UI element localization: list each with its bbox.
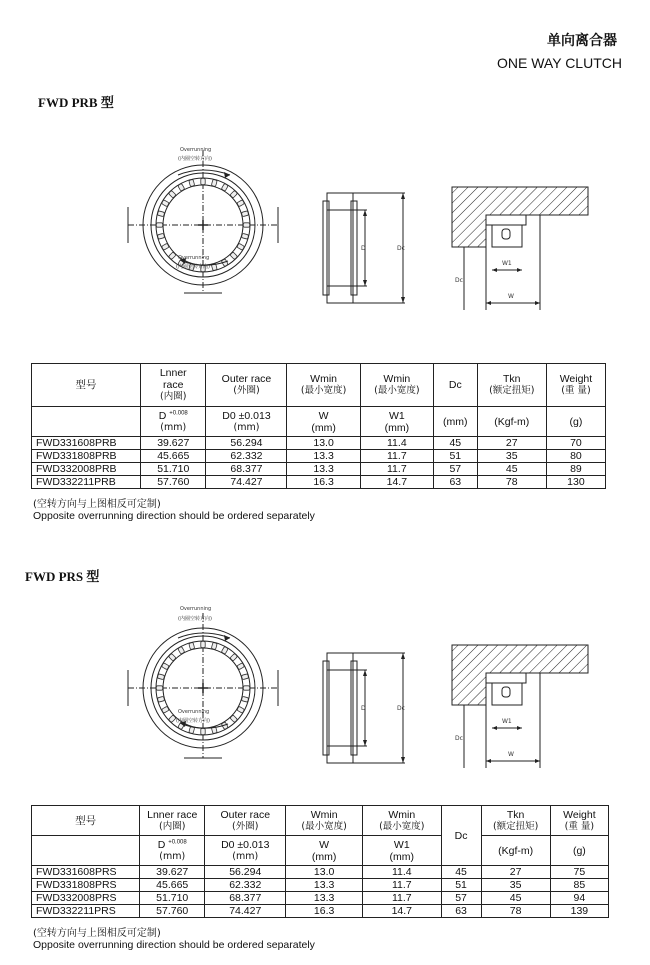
header-title-en: ONE WAY CLUTCH bbox=[497, 55, 622, 71]
table-row bbox=[32, 437, 606, 450]
housing-section-drawing bbox=[450, 643, 590, 773]
table-cell: 14.7 bbox=[360, 476, 433, 489]
table-row bbox=[32, 866, 609, 879]
table-cell: 51.710 bbox=[140, 892, 205, 905]
ring-drawing bbox=[118, 145, 288, 295]
table-cell: 13.3 bbox=[287, 463, 360, 476]
table-cell: 56.294 bbox=[205, 866, 286, 879]
note-en: Opposite overrunning direction should be ordered separately bbox=[33, 510, 315, 522]
unit-weight: (g) bbox=[546, 407, 605, 437]
table-cell: 11.7 bbox=[360, 450, 433, 463]
table-cell: 11.7 bbox=[363, 879, 442, 892]
table-cell: 68.377 bbox=[206, 463, 287, 476]
overrunning-label: Overrunning bbox=[180, 606, 212, 612]
col-header-wmin: Wmin (最小宽度) bbox=[287, 364, 360, 407]
table-cell: 11.7 bbox=[363, 892, 442, 905]
table-cell: 35 bbox=[481, 879, 550, 892]
table-cell: 39.627 bbox=[140, 866, 205, 879]
overrunning-label-cn: (内圈空转方向) bbox=[178, 156, 212, 162]
overrunning-label-cn: (内圈空转方向) bbox=[176, 718, 210, 724]
col-header-tkn: Tkn (额定扭矩) bbox=[477, 364, 546, 407]
note-en: Opposite overrunning direction should be ordered separately bbox=[33, 939, 315, 951]
dim-label-d: D bbox=[361, 705, 366, 712]
unit-w1: W1 (mm) bbox=[360, 407, 433, 437]
dim-label-dc: Dc bbox=[397, 245, 405, 252]
col-header-wmin1: Wmin (最小宽度) bbox=[360, 364, 433, 407]
unit-w1: W1 (mm) bbox=[363, 836, 442, 866]
header-title-cn: 单向离合器 bbox=[547, 33, 617, 49]
spec-table bbox=[31, 363, 606, 489]
table-cell: 94 bbox=[550, 892, 608, 905]
table-cell: 63 bbox=[441, 905, 481, 918]
dim-label-d: D bbox=[361, 245, 366, 252]
table-cell: 89 bbox=[546, 463, 605, 476]
table-row bbox=[32, 463, 606, 476]
table-cell: 27 bbox=[477, 437, 546, 450]
table-cell: 139 bbox=[550, 905, 608, 918]
dim-label-dc: Dc bbox=[397, 705, 405, 712]
table-cell: 11.7 bbox=[360, 463, 433, 476]
table-cell: 45 bbox=[481, 892, 550, 905]
unit-tkn: (Kgf-m) bbox=[477, 407, 546, 437]
table-cell: 13.0 bbox=[286, 866, 363, 879]
side-view-drawing bbox=[305, 645, 415, 770]
unit-tkn: (Kgf-m) bbox=[481, 836, 550, 866]
table-cell: 39.627 bbox=[141, 437, 206, 450]
col-header-inner: Lnner race (内圈) bbox=[140, 806, 205, 836]
dim-label-dc: Dc bbox=[455, 735, 463, 742]
table-row bbox=[32, 892, 609, 905]
table-row bbox=[32, 476, 606, 489]
table-row bbox=[32, 905, 609, 918]
table-cell: 27 bbox=[481, 866, 550, 879]
dim-label-w: W bbox=[508, 751, 514, 758]
table-cell: 62.332 bbox=[205, 879, 286, 892]
dim-label-dc: Dc bbox=[455, 277, 463, 284]
table-cell: 68.377 bbox=[205, 892, 286, 905]
table-cell: 45.665 bbox=[141, 450, 206, 463]
table-row bbox=[32, 450, 606, 463]
table-cell: 16.3 bbox=[287, 476, 360, 489]
col-header-weight: Weight (重 量) bbox=[546, 364, 605, 407]
table-cell: 11.4 bbox=[363, 866, 442, 879]
table-cell: 75 bbox=[550, 866, 608, 879]
section-title: FWD PRS 型 bbox=[25, 569, 100, 584]
table-cell: 13.0 bbox=[287, 437, 360, 450]
table-cell: 78 bbox=[481, 905, 550, 918]
unit-d0: D0 ±0.013 (mm) bbox=[205, 836, 286, 866]
table-cell: 70 bbox=[546, 437, 605, 450]
table-cell: 13.3 bbox=[287, 450, 360, 463]
col-header-wmin: Wmin (最小宽度) bbox=[286, 806, 363, 836]
housing-section-drawing bbox=[450, 185, 590, 315]
part-number-cell: FWD332008PRB bbox=[32, 463, 141, 476]
col-header-outer: Outer race (外圈) bbox=[205, 806, 286, 836]
part-number-cell: FWD332211PRB bbox=[32, 476, 141, 489]
table-cell: 13.3 bbox=[286, 892, 363, 905]
table-cell: 51 bbox=[433, 450, 477, 463]
part-number-cell: FWD331608PRB bbox=[32, 437, 141, 450]
table-cell: 16.3 bbox=[286, 905, 363, 918]
part-number-cell: FWD331808PRS bbox=[32, 879, 140, 892]
part-number-cell: FWD331608PRS bbox=[32, 866, 140, 879]
table-cell: 51.710 bbox=[141, 463, 206, 476]
part-number-cell: FWD332211PRS bbox=[32, 905, 140, 918]
ring-drawing bbox=[118, 603, 288, 763]
table-cell: 57 bbox=[433, 463, 477, 476]
note-cn: (空转方向与上图相反可定制) bbox=[33, 928, 161, 939]
col-header-dc: Dc bbox=[433, 364, 477, 407]
unit-weight: (g) bbox=[550, 836, 608, 866]
part-number-cell: FWD332008PRS bbox=[32, 892, 140, 905]
table-cell: 57.760 bbox=[141, 476, 206, 489]
table-cell: 74.427 bbox=[205, 905, 286, 918]
unit-d0: D0 ±0.013 (mm) bbox=[206, 407, 287, 437]
unit-d: D $^{+0.008}$ (mm) bbox=[140, 836, 205, 866]
table-cell: 80 bbox=[546, 450, 605, 463]
part-number-cell: FWD331808PRB bbox=[32, 450, 141, 463]
col-header-model: 型号 bbox=[32, 806, 140, 836]
overrunning-label: Overrunning bbox=[178, 709, 210, 715]
table-cell: 78 bbox=[477, 476, 546, 489]
col-header-tkn: Tkn (额定扭矩) bbox=[481, 806, 550, 836]
table-cell: 45 bbox=[441, 866, 481, 879]
unit-d: D $^{+0.008}$ (mm) bbox=[141, 407, 206, 437]
dim-label-w1: W1 bbox=[502, 718, 512, 725]
table-cell: 57.760 bbox=[140, 905, 205, 918]
overrunning-label: Overrunning bbox=[178, 255, 210, 261]
table-cell: 85 bbox=[550, 879, 608, 892]
table-cell: 35 bbox=[477, 450, 546, 463]
col-header-dc: Dc bbox=[441, 806, 481, 866]
table-cell: 14.7 bbox=[363, 905, 442, 918]
table-cell: 63 bbox=[433, 476, 477, 489]
table-cell: 130 bbox=[546, 476, 605, 489]
unit-dc: (mm) bbox=[433, 407, 477, 437]
table-cell: 45 bbox=[477, 463, 546, 476]
overrunning-label-cn: (内圈空转方向) bbox=[178, 616, 212, 622]
table-cell: 13.3 bbox=[286, 879, 363, 892]
table-cell: 51 bbox=[441, 879, 481, 892]
dim-label-w: W bbox=[508, 293, 514, 300]
table-cell: 56.294 bbox=[206, 437, 287, 450]
table-cell: 11.4 bbox=[360, 437, 433, 450]
table-cell: 74.427 bbox=[206, 476, 287, 489]
unit-w: W (mm) bbox=[286, 836, 363, 866]
table-cell: 62.332 bbox=[206, 450, 287, 463]
table-row bbox=[32, 879, 609, 892]
col-header-wmin1: Wmin (最小宽度) bbox=[363, 806, 442, 836]
col-header-outer: Outer race (外圈) bbox=[206, 364, 287, 407]
overrunning-label: Overrunning bbox=[180, 147, 212, 153]
col-header-weight: Weight (重 量) bbox=[550, 806, 608, 836]
table-cell: 45.665 bbox=[140, 879, 205, 892]
note-cn: (空转方向与上图相反可定制) bbox=[33, 499, 161, 510]
table-cell: 45 bbox=[433, 437, 477, 450]
table-cell: 57 bbox=[441, 892, 481, 905]
section-title: FWD PRB 型 bbox=[38, 95, 114, 110]
col-header-inner: Lnner race (内圈) bbox=[141, 364, 206, 407]
col-header-model: 型号 bbox=[32, 364, 141, 407]
spec-table bbox=[31, 805, 609, 918]
dim-label-w1: W1 bbox=[502, 260, 512, 267]
side-view-drawing bbox=[305, 185, 415, 310]
unit-w: W (mm) bbox=[287, 407, 360, 437]
overrunning-label-cn: (内圈空转方向) bbox=[176, 264, 210, 270]
